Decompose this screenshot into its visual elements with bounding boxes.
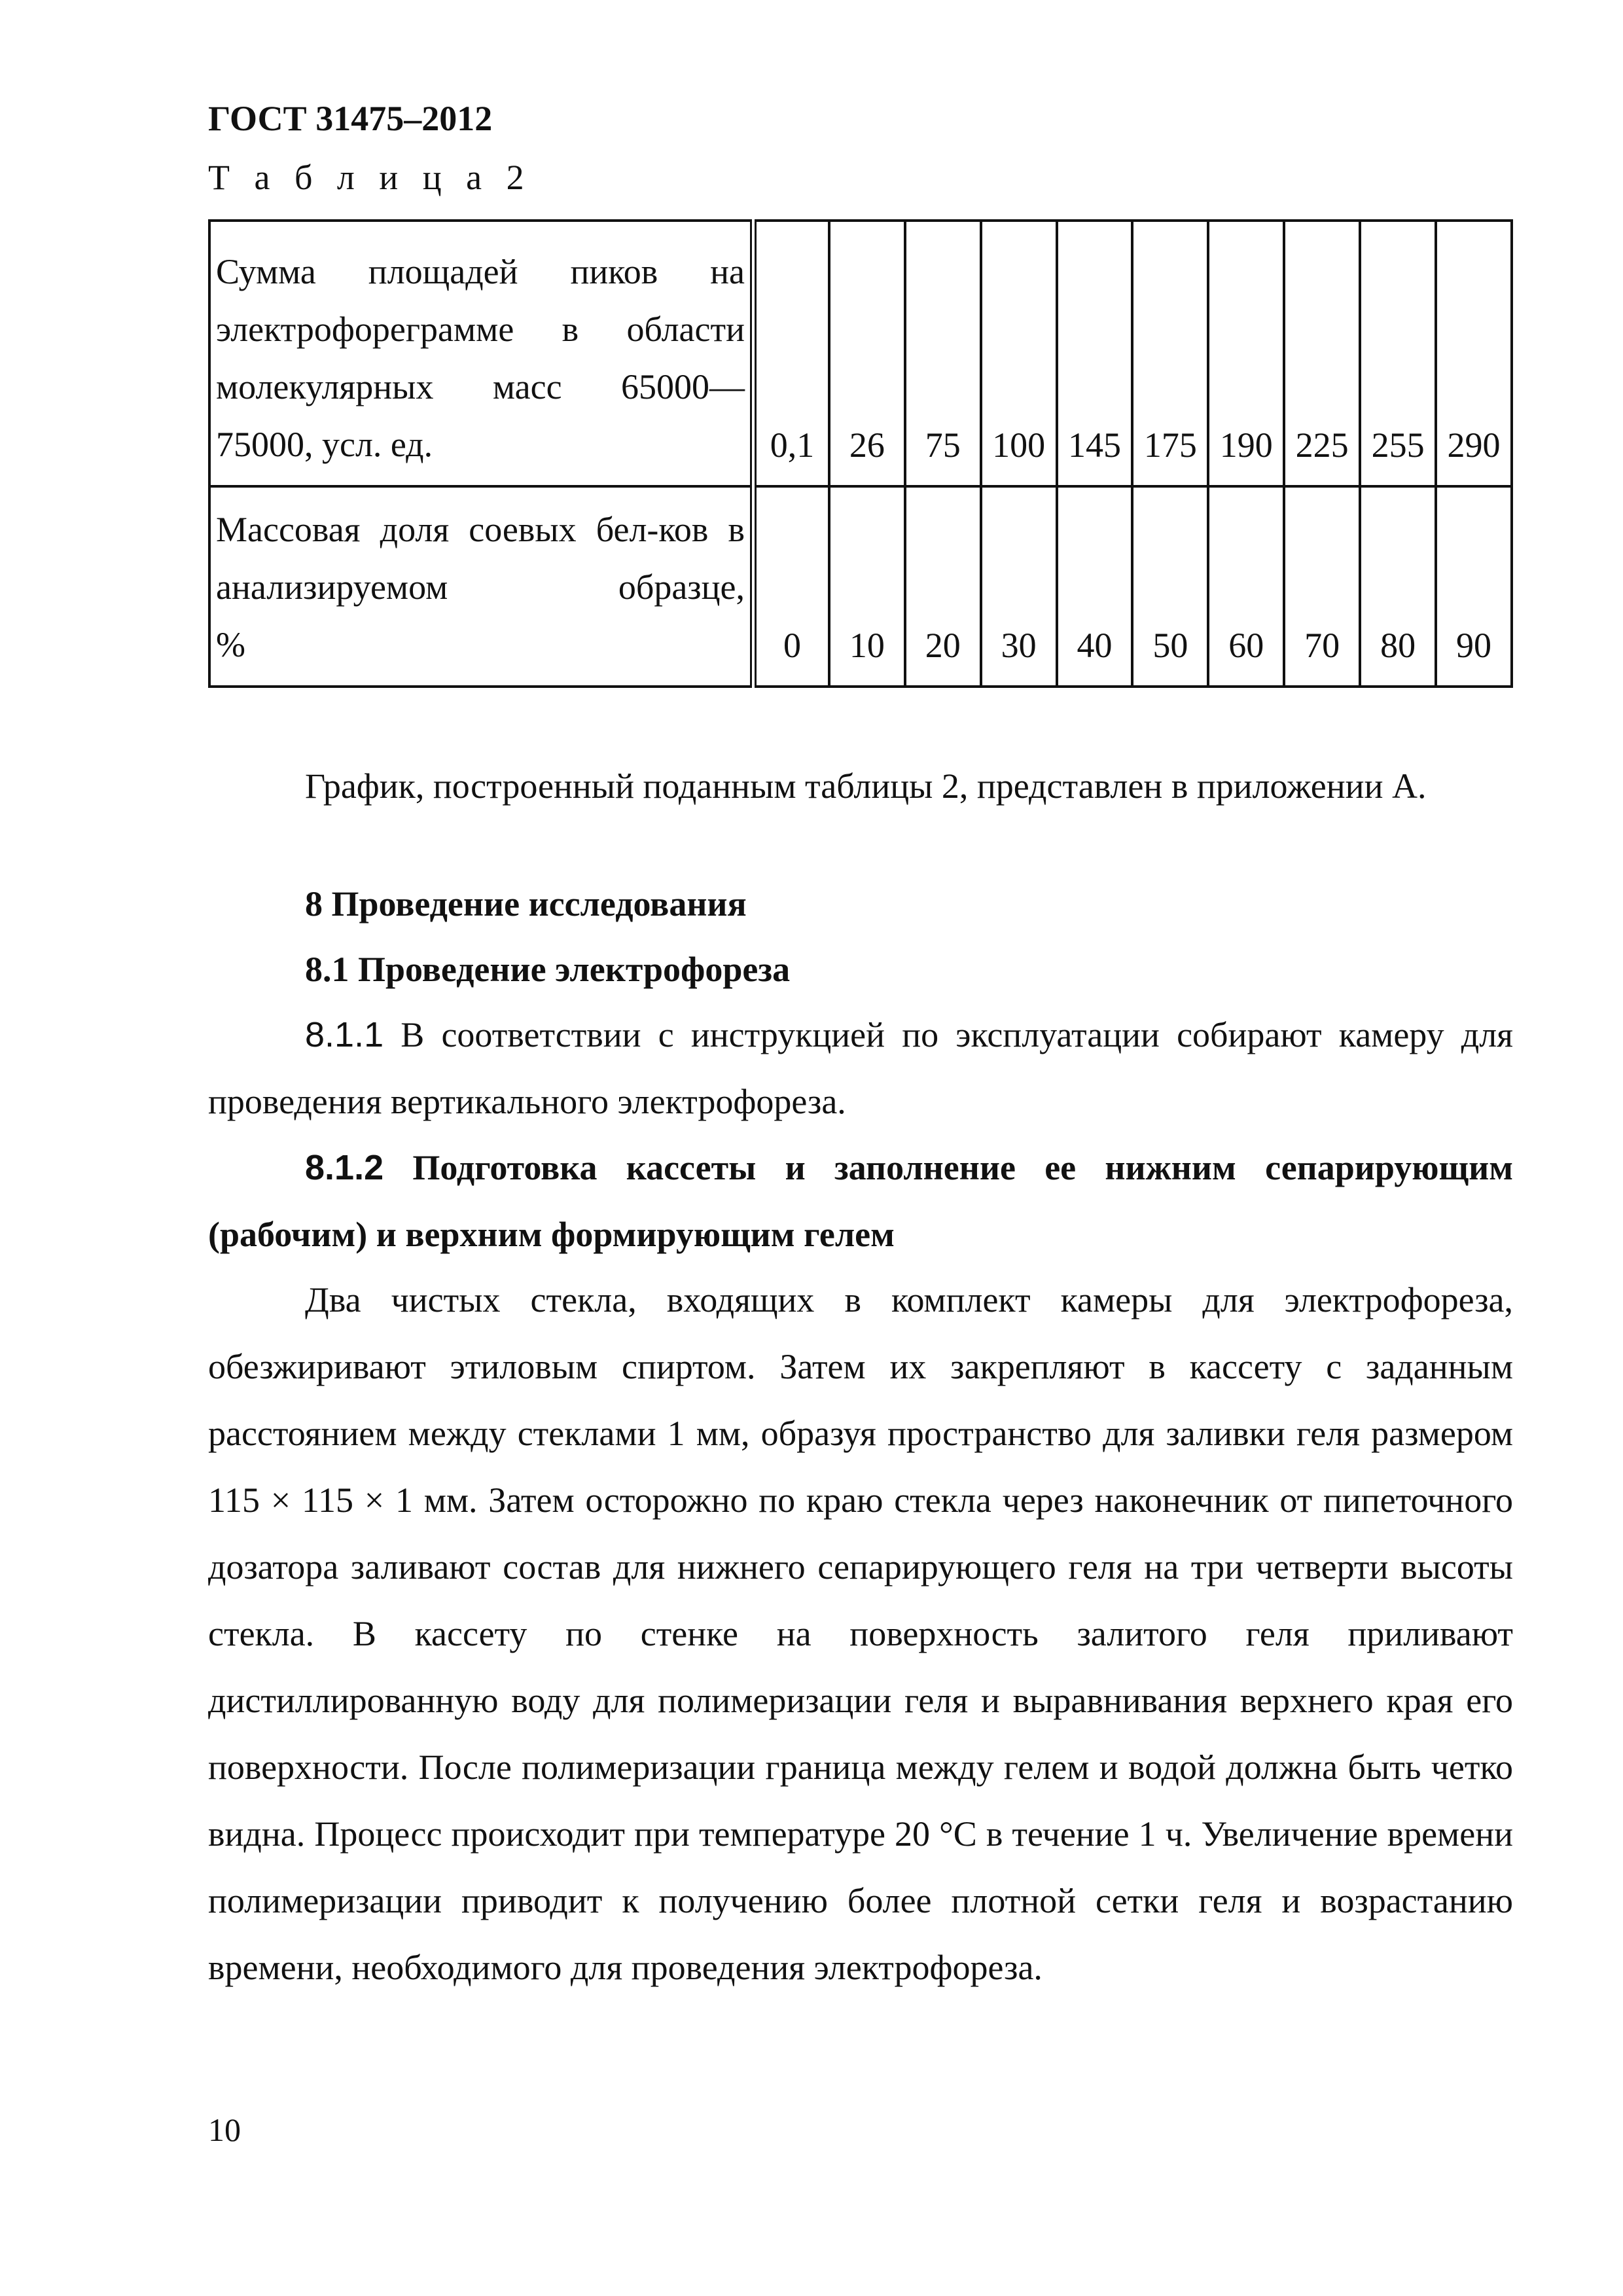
table-cell: 225	[1284, 221, 1360, 486]
row2-label-cell	[209, 486, 753, 687]
table-cell: 60	[1208, 486, 1284, 687]
clause-text: В соответствии с инструкцией по эксплуатации собирают камеру для проведения вертикального электрофореза.	[208, 1015, 1513, 1121]
section-heading: 8 Проведение исследования	[305, 884, 747, 924]
graph-note-block	[208, 753, 1513, 819]
page-number: 10	[208, 2111, 241, 2148]
clause-number: 8.1.2	[305, 1148, 384, 1187]
table-cell: 175	[1132, 221, 1208, 486]
table-cell: 80	[1360, 486, 1436, 687]
data-table	[208, 219, 1513, 688]
table-cell: 190	[1208, 221, 1284, 486]
table-cell: 26	[829, 221, 905, 486]
clause-number: 8.1.1	[305, 1015, 384, 1054]
table-cell: 145	[1057, 221, 1133, 486]
table-cell: 0,1	[753, 221, 829, 486]
table-cell: 90	[1436, 486, 1512, 687]
row2-label-last: %	[216, 625, 245, 664]
paragraph-8-1-1	[208, 1001, 1513, 1135]
main-paragraph	[208, 1266, 1513, 2001]
row1-label-cell	[209, 221, 753, 486]
table-cell: 10	[829, 486, 905, 687]
table-cell: 0	[753, 486, 829, 687]
table-row	[209, 221, 1512, 486]
table-cell: 50	[1132, 486, 1208, 687]
table-cell: 70	[1284, 486, 1360, 687]
row1-label-last: 75000, усл. ед.	[216, 425, 433, 464]
document-id: ГОСТ 31475–2012	[208, 99, 493, 138]
table-cell: 40	[1057, 486, 1133, 687]
table-cell: 255	[1360, 221, 1436, 486]
table-caption: Т а б л и ц а 2	[208, 158, 532, 197]
row1-label: Сумма площадей пиков на электрофореграмме в области молекулярных масс 65000—	[216, 252, 745, 406]
paragraph-8-1-2	[208, 1134, 1513, 1268]
table-cell: 100	[981, 221, 1057, 486]
table-row	[209, 486, 1512, 687]
table-cell: 290	[1436, 221, 1512, 486]
main-paragraph-text: Два чистых стекла, входящих в комплект камеры для электрофореза, обезжиривают этиловым спиртом. Затем их закрепляют в кассету с заданным расстоянием между стеклами 1 мм, образуя пространство для заливки геля размером 115 × 115 × 1 мм. Затем осторожно по краю стекла через наконечник от пипеточного дозатора заливают состав для нижнего сепарирующего геля на три четверти высоты стекла. В кассету по стенке на поверхность залитого геля приливают дистиллированную воду для полимеризации геля и выравнивания верхнего края его поверхности. После полимеризации граница между гелем и водой должна быть четко видна. Процесс происходит при температуре 20 °С в течение 1 ч. Увеличение времени полимеризации приводит к получению более плотной сетки геля и возрастанию времени, необходимого для проведения электрофореза.	[208, 1280, 1513, 1987]
graph-note: График, построенный поданным таблицы 2, представлен в приложении А.	[305, 766, 1427, 806]
table-cell: 30	[981, 486, 1057, 687]
table-cell: 20	[905, 486, 981, 687]
subsection-heading: 8.1 Проведение электрофореза	[305, 950, 791, 989]
table-cell: 75	[905, 221, 981, 486]
row2-label: Массовая доля соевых бел-ков в анализируемом образце,	[216, 510, 745, 607]
clause-heading: Подготовка кассеты и заполнение ее нижним сепарирующим (рабочим) и верхним формирующим гелем	[208, 1148, 1513, 1254]
